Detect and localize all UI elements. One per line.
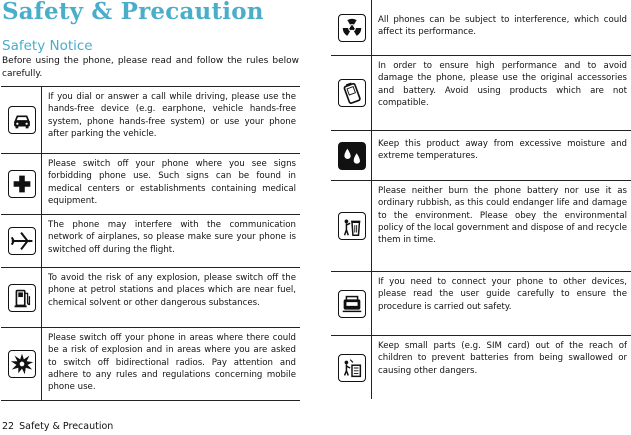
- safety-row-explosion: [1, 327, 300, 401]
- page-title: Safety & Precaution: [2, 0, 264, 25]
- footer-section-title: Safety & Precaution: [19, 421, 114, 432]
- safety-row-moisture: [331, 130, 631, 180]
- page-footer: [2, 421, 118, 432]
- safety-row-interference: [331, 0, 631, 55]
- safety-text: To avoid the risk of any explosion, please switch off the phone at petrol stations and places which are near fuel, chemical solvent or other dangerous substances.: [48, 273, 296, 308]
- explosion-icon: [8, 350, 36, 378]
- battery-icon: [338, 79, 366, 107]
- right-safety-table: [331, 0, 631, 399]
- safety-row-accessories: [331, 55, 631, 130]
- safety-row-driving: [1, 86, 300, 153]
- safety-row-medical: [1, 153, 300, 214]
- intro-text: Before using the phone, please read and follow the rules below carefully.: [2, 56, 299, 79]
- safety-text: The phone may interfere with the communication network of airplanes, so please make sure your phone is switched off during the flight.: [48, 220, 296, 255]
- safety-row-devices: [331, 271, 631, 335]
- left-safety-table: [1, 86, 300, 401]
- safety-row-disposal: [331, 180, 631, 271]
- fuel-pump-icon: [8, 284, 36, 312]
- safety-text: If you dial or answer a call while driving, please use the hands-free device (e.g. earphone, vehicle hands-free system, phone hands-free system) or use your phone after parking the vehicle.: [48, 92, 296, 139]
- medical-cross-icon: [8, 170, 36, 198]
- safety-text: Please switch off your phone where you see signs forbidding phone use. Such signs can be found in medical centers or establishments containing medical equipment.: [48, 159, 296, 206]
- safety-text: Please switch off your phone in areas where there could be a risk of explosion and in areas where you are asked to switch off bidirectional radios. Pay attention and adhere to any rules and regulations concerning mobile phone use.: [48, 333, 296, 393]
- section-subtitle: Safety Notice: [2, 38, 93, 54]
- recycle-bin-icon: [338, 212, 366, 240]
- safety-row-fuel: [1, 267, 300, 327]
- safety-text: Please neither burn the phone battery nor use it as ordinary rubbish, as this could endanger life and damage to the environment. Please obey the environmental policy of the local government and dispose of and recycle them in time.: [378, 186, 627, 246]
- safety-row-children: [331, 335, 631, 399]
- child-safety-icon: [338, 354, 366, 382]
- safety-text: All phones can be subject to interference, which could affect its performance.: [378, 15, 627, 38]
- safety-text: Keep small parts (e.g. SIM card) out of the reach of children to prevent batteries from being swallowed or causing other dangers.: [378, 341, 627, 376]
- page-number: 22: [2, 421, 15, 432]
- water-drops-icon: [338, 142, 366, 170]
- safety-row-airplane: [1, 214, 300, 267]
- safety-text: In order to ensure high performance and to avoid damage the phone, please use the original accessories and battery. Avoid using products which are not compatible.: [378, 61, 627, 108]
- safety-text: Keep this product away from excessive moisture and extreme temperatures.: [378, 139, 627, 162]
- airplane-icon: [8, 227, 36, 255]
- safety-text: If you need to connect your phone to other devices, please read the user guide carefully to ensure the procedure is carried out safety.: [378, 277, 627, 312]
- radiation-icon: [338, 14, 366, 42]
- car-icon: [8, 106, 36, 134]
- connect-device-icon: [338, 290, 366, 318]
